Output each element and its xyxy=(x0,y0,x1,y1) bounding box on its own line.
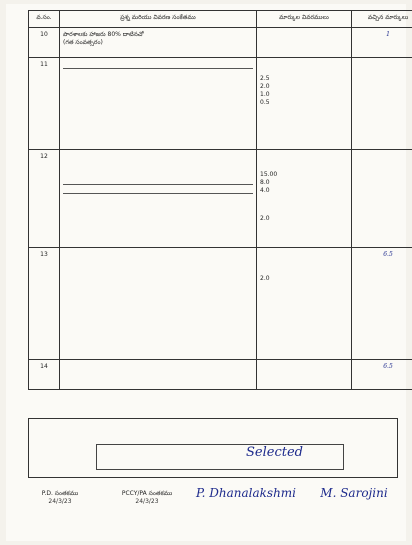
decision-text: Selected xyxy=(246,445,303,460)
criterion-text: పారశాలకు హాజరు 80% దాటినచో (గత సంవత్సరం) xyxy=(60,28,257,58)
table-row xyxy=(29,150,412,248)
mark-details: 15.00 8.0 4.0 2.0 xyxy=(257,150,352,248)
form-sheet xyxy=(6,4,409,541)
col-criterion: ప్రశ్న మరియు వివరణ సంకేతము xyxy=(60,11,257,28)
table-row xyxy=(29,58,412,150)
signature-pd: P.D. సంతకము 24/3/23 xyxy=(41,490,79,505)
criterion-text xyxy=(60,248,257,360)
col-mark-details: మార్కుల వివరములు xyxy=(257,11,352,28)
awarded-marks: 6.5 xyxy=(352,360,412,390)
col-serial: వ.సం. xyxy=(29,11,60,28)
row-number: 11 xyxy=(29,58,60,150)
row-number: 14 xyxy=(29,360,60,390)
mark-details xyxy=(257,28,352,58)
signature-fourth: M. Sarojini xyxy=(320,486,388,500)
mark-details xyxy=(257,360,352,390)
awarded-marks: 1 xyxy=(352,28,412,58)
row-number: 10 xyxy=(29,28,60,58)
signature-third: P. Dhanalakshmi xyxy=(195,486,297,500)
row-number: 12 xyxy=(29,150,60,248)
mark-details: 2.0 xyxy=(257,248,352,360)
mark-details: 2.5 2.0 1.0 0.5 xyxy=(257,58,352,150)
table-row xyxy=(29,28,412,58)
decision-field xyxy=(96,444,344,470)
awarded-marks xyxy=(352,58,412,150)
awarded-marks: 6.5 xyxy=(352,248,412,360)
criterion-text xyxy=(60,58,257,150)
table-row xyxy=(29,248,412,360)
row-number: 13 xyxy=(29,248,60,360)
table-row xyxy=(29,360,412,390)
col-awarded: వచ్చిన మార్కులు xyxy=(352,11,412,28)
header-row xyxy=(29,11,412,28)
signature-pccy: PCCY/PA సంతకము 24/3/23 xyxy=(121,490,173,505)
evaluation-table xyxy=(28,10,412,390)
awarded-marks xyxy=(352,150,412,248)
criterion-text xyxy=(60,150,257,248)
criterion-text xyxy=(60,360,257,390)
